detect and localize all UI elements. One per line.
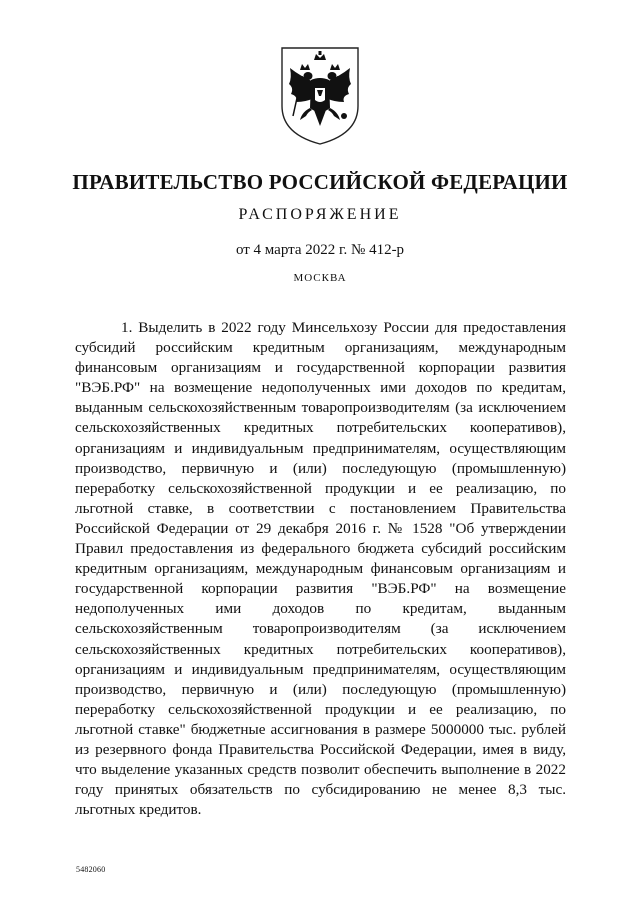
coat-of-arms-icon [280, 46, 360, 146]
document-code: 5482060 [76, 865, 106, 874]
document-city: МОСКВА [293, 272, 347, 284]
document-type: РАСПОРЯЖЕНИЕ [238, 206, 402, 223]
document-date-number: от 4 марта 2022 г. № 412-р [235, 242, 405, 258]
body-paragraph: 1. Выделить в 2022 году Минсельхозу России для предоставления субсидий российским кредитным организациям, международным финансовым организациям и государственной корпорации развития "ВЭБ.РФ" на возмещение недополученных ими доходов по кредитам, выданным сельскохозяйственным товаропроизводителям (за исключением сельскохозяйственных кредитных потребительских кооперативов), организациям и индивидуальным предпринимателям, осуществляющим производство, первичную и (или) последующую (промышленную) переработку сельскохозяйственной продукции и ее реализацию, по льготной ставке, в соответствии с постановлением Правительства Российской Федерации от 29 декабря 2016 г. № 1528 "Об утверждении Правил предоставления из федерального бюджета субсидий российским кредитным организациям, международным финансовым организациям и государственной корпорации развития "ВЭБ.РФ" на возмещение недополученных ими доходов по кредитам, выданным сельскохозяйственным товаропроизводителям (за исключением сельскохозяйственных кредитных потребительских кооперативов), организациям и индивидуальным предпринимателям, осуществляющим производство, первичную и (или) последующую (промышленную) переработку сельскохозяйственной продукции и ее реализацию, по льготной ставке" бюджетные ассигнования в размере 5000000 тыс. рублей из резервного фонда Правительства Российской Федерации, имея в виду, что выделение указанных средств позволит обеспечить выполнение в 2022 году принятых обязательств по субсидированию не менее 8,3 тыс. льготных кредитов. [75, 319, 566, 819]
government-title: ПРАВИТЕЛЬСТВО РОССИЙСКОЙ ФЕДЕРАЦИИ [72, 170, 568, 194]
